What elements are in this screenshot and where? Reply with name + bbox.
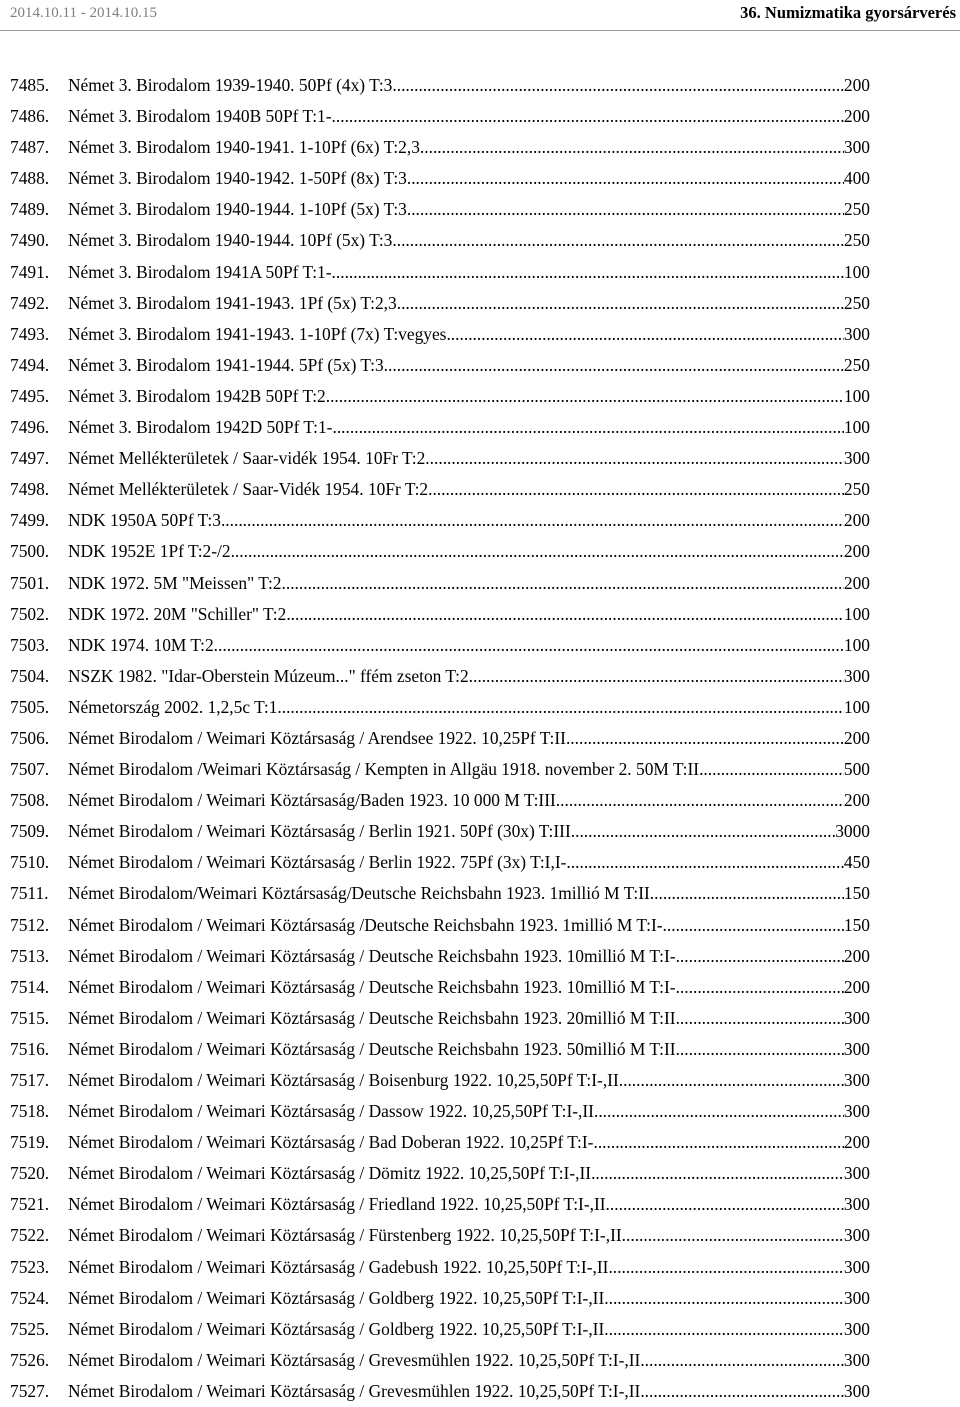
lot-row	[0, 599, 960, 630]
lot-description: Németország 2002. 1,2,5c T:1	[68, 696, 278, 717]
lot-row	[0, 101, 960, 132]
lot-row	[0, 847, 960, 878]
lot-description: Német Birodalom / Weimari Köztársaság / Grevesmühlen 1922. 10,25,50Pf T:I-,II	[68, 1380, 641, 1401]
lot-starting-price: 200	[843, 572, 870, 593]
lot-starting-price: 300	[843, 1380, 870, 1401]
lot-description: Német Birodalom / Weimari Köztársaság / Goldberg 1922. 10,25,50Pf T:I-,II	[68, 1287, 605, 1308]
dot-leader	[384, 350, 844, 381]
lot-number: 7514.	[10, 976, 50, 997]
lot-description: Német Birodalom / Weimari Köztársaság / Goldberg 1922. 10,25,50Pf T:I-,II	[68, 1318, 605, 1339]
dot-leader	[332, 412, 843, 443]
lot-number: 7508.	[10, 790, 50, 811]
lot-number: 7523.	[10, 1256, 50, 1277]
dot-leader	[282, 568, 844, 599]
lot-number: 7526.	[10, 1349, 50, 1370]
dot-leader	[392, 225, 844, 256]
lot-number: 7488.	[10, 168, 50, 189]
dot-leader	[332, 101, 844, 132]
dot-leader	[676, 1003, 844, 1034]
lot-number: 7513.	[10, 945, 50, 966]
lot-starting-price: 300	[843, 1256, 870, 1277]
lot-starting-price: 300	[843, 1287, 870, 1308]
lot-description: Német 3. Birodalom 1940-1944. 1-10Pf (5x) T:3	[68, 199, 407, 220]
lot-description: Német Birodalom / Weimari Köztársaság/Baden 1923. 10 000 M T:III	[68, 790, 556, 811]
lot-starting-price: 300	[843, 323, 870, 344]
lot-starting-price: 300	[843, 1318, 870, 1339]
lot-row	[0, 723, 960, 754]
lot-row	[0, 630, 960, 661]
lot-starting-price: 200	[843, 75, 870, 95]
lot-row	[0, 661, 960, 692]
lot-starting-price: 200	[843, 727, 870, 748]
lot-description: Német Birodalom / Weimari Köztársaság / Berlin 1922. 75Pf (3x) T:I,I-	[68, 852, 567, 873]
lot-number: 7524.	[10, 1287, 50, 1308]
lot-starting-price: 300	[843, 665, 870, 686]
dot-leader	[566, 723, 844, 754]
lot-description: Német Birodalom / Weimari Köztársaság /Deutsche Reichsbahn 1923. 1millió M T:I-	[68, 914, 663, 935]
lot-description: Német Birodalom / Weimari Köztársaság / Friedland 1922. 10,25,50Pf T:I-,II	[68, 1194, 606, 1215]
lot-description: Német Birodalom / Weimari Köztársaság / Deutsche Reichsbahn 1923. 10millió M T:I-	[68, 945, 676, 966]
lot-number: 7502.	[10, 603, 50, 624]
lot-description: NDK 1974. 10M T:2	[68, 634, 214, 655]
lot-starting-price: 400	[843, 168, 870, 189]
lot-row	[0, 1345, 960, 1376]
lot-number: 7527.	[10, 1380, 50, 1401]
lot-description: NDK 1972. 5M "Meissen" T:2	[68, 572, 282, 593]
lot-starting-price: 150	[843, 883, 870, 904]
lot-starting-price: 200	[843, 1132, 870, 1153]
lot-row	[0, 1158, 960, 1189]
lot-number: 7510.	[10, 852, 50, 873]
lot-number: 7485.	[10, 75, 50, 95]
lot-description: NDK 1972. 20M "Schiller" T:2	[68, 603, 287, 624]
lot-number: 7489.	[10, 199, 50, 220]
dot-leader	[663, 910, 844, 941]
dot-leader	[593, 1127, 843, 1158]
lot-description: Német 3. Birodalom 1942B 50Pf T:2	[68, 385, 326, 406]
lot-description: Német Birodalom / Weimari Köztársaság / Dassow 1922. 10,25,50Pf T:I-,II	[68, 1101, 594, 1122]
lot-number: 7516.	[10, 1038, 50, 1059]
lot-row	[0, 288, 960, 319]
lot-row	[0, 692, 960, 723]
lot-description: Német 3. Birodalom 1940-1941. 1-10Pf (6x) T:2,3	[68, 137, 420, 158]
lot-row	[0, 941, 960, 972]
lot-starting-price: 200	[843, 106, 870, 127]
lot-number: 7494.	[10, 354, 50, 375]
lot-description: Német 3. Birodalom 1940B 50Pf T:1-	[68, 106, 332, 127]
dot-leader	[604, 1283, 844, 1314]
lot-row	[0, 1127, 960, 1158]
lot-row	[0, 878, 960, 909]
lot-row	[0, 132, 960, 163]
header-divider	[0, 30, 960, 31]
dot-leader	[425, 443, 844, 474]
lot-row	[0, 225, 960, 256]
dot-leader	[221, 505, 844, 536]
lot-row	[0, 1096, 960, 1127]
lot-row	[0, 163, 960, 194]
lot-description: Német 3. Birodalom 1941A 50Pf T:1-	[68, 261, 332, 282]
dot-leader	[604, 1314, 844, 1345]
lot-number: 7497.	[10, 448, 50, 469]
lot-starting-price: 300	[843, 1007, 870, 1028]
lot-starting-price: 250	[843, 479, 870, 500]
lot-number: 7496.	[10, 417, 50, 438]
lot-number: 7518.	[10, 1101, 50, 1122]
lot-starting-price: 250	[843, 354, 870, 375]
lot-description: Német Birodalom / Weimari Köztársaság / Bad Doberan 1922. 10,25Pf T:I-	[68, 1132, 594, 1153]
lot-number: 7490.	[10, 230, 50, 251]
lot-number: 7492.	[10, 292, 50, 313]
lot-row	[0, 910, 960, 941]
lot-row	[0, 257, 960, 288]
dot-leader	[286, 599, 844, 630]
lot-starting-price: 250	[843, 292, 870, 313]
lot-starting-price: 250	[843, 199, 870, 220]
lot-starting-price: 100	[843, 634, 870, 655]
lot-description: Német 3. Birodalom 1941-1943. 1Pf (5x) T:2,3	[68, 292, 397, 313]
dot-leader	[571, 816, 835, 847]
lot-starting-price: 300	[843, 1349, 870, 1370]
lot-row	[0, 505, 960, 536]
lot-description: Német Birodalom / Weimari Köztársaság / Arendsee 1922. 10,25Pf T:II	[68, 727, 566, 748]
dot-leader	[676, 1034, 844, 1065]
lot-row	[0, 1314, 960, 1345]
lot-number: 7515.	[10, 1007, 50, 1028]
lot-starting-price: 100	[843, 417, 870, 438]
dot-leader	[407, 163, 844, 194]
dot-leader	[397, 288, 844, 319]
lot-description: Német Birodalom / Weimari Köztársaság / Grevesmühlen 1922. 10,25,50Pf T:I-,II	[68, 1349, 641, 1370]
lot-row	[0, 443, 960, 474]
lot-description: Német 3. Birodalom 1939-1940. 50Pf (4x) T:3	[68, 75, 393, 95]
lot-number: 7522.	[10, 1225, 50, 1246]
lot-description: Német Birodalom / Weimari Köztársaság / Deutsche Reichsbahn 1923. 10millió M T:I-	[68, 976, 676, 997]
lot-row	[0, 1220, 960, 1251]
lot-starting-price: 200	[843, 790, 870, 811]
lot-description: Német Birodalom / Weimari Köztársaság / Gadebush 1922. 10,25,50Pf T:I-,II	[68, 1256, 609, 1277]
lot-starting-price: 300	[843, 1194, 870, 1215]
lot-description: Német Birodalom / Weimari Köztársaság / Berlin 1921. 50Pf (30x) T:III	[68, 821, 571, 842]
lot-row	[0, 1003, 960, 1034]
lot-row	[0, 816, 960, 847]
lot-number: 7500.	[10, 541, 50, 562]
lot-number: 7509.	[10, 821, 50, 842]
dot-leader	[622, 1220, 844, 1251]
lot-row	[0, 785, 960, 816]
dot-leader	[699, 754, 844, 785]
lot-starting-price: 3000	[835, 821, 870, 842]
dot-leader	[606, 1189, 844, 1220]
lot-row	[0, 412, 960, 443]
dot-leader	[640, 1376, 844, 1407]
dot-leader	[566, 847, 843, 878]
dot-leader	[591, 1158, 844, 1189]
lot-number: 7499.	[10, 510, 50, 531]
lot-description: Német Birodalom / Weimari Köztársaság / Boisenburg 1922. 10,25,50Pf T:I-,II	[68, 1070, 619, 1090]
dot-leader	[676, 941, 844, 972]
lot-description: Német 3. Birodalom 1941-1943. 1-10Pf (7x) T:vegyes	[68, 323, 447, 344]
lot-number: 7507.	[10, 759, 50, 780]
lot-starting-price: 100	[843, 385, 870, 406]
lot-description: NDK 1950A 50Pf T:3	[68, 510, 221, 531]
lot-row	[0, 1065, 960, 1096]
lot-starting-price: 150	[843, 914, 870, 935]
lot-number: 7519.	[10, 1132, 50, 1153]
lot-starting-price: 300	[843, 1163, 870, 1184]
lot-number: 7486.	[10, 106, 50, 127]
lot-starting-price: 300	[843, 448, 870, 469]
dot-leader	[446, 319, 843, 350]
dot-leader	[420, 132, 844, 163]
dot-leader	[619, 1065, 844, 1096]
lot-number: 7487.	[10, 137, 50, 158]
lot-row	[0, 754, 960, 785]
lot-starting-price: 200	[843, 510, 870, 531]
dot-leader	[608, 1252, 843, 1283]
header-title: 36. Numizmatika gyorsárverés	[740, 3, 956, 22]
lot-number: 7504.	[10, 665, 50, 686]
lot-description: NDK 1952E 1Pf T:2-/2	[68, 541, 231, 562]
lot-description: Német Birodalom / Weimari Köztársaság / Fürstenberg 1922. 10,25,50Pf T:I-,II	[68, 1225, 622, 1246]
lot-description: Német Birodalom / Weimari Köztársaság / Deutsche Reichsbahn 1923. 20millió M T:II	[68, 1007, 676, 1028]
dot-leader	[231, 536, 844, 567]
lot-starting-price: 300	[843, 1038, 870, 1059]
lot-starting-price: 500	[843, 759, 870, 780]
lot-starting-price: 100	[843, 696, 870, 717]
dot-leader	[640, 1345, 844, 1376]
lot-starting-price: 300	[843, 1225, 870, 1246]
lot-description: Német Birodalom / Weimari Köztársaság / Deutsche Reichsbahn 1923. 50millió M T:II	[68, 1038, 676, 1059]
lot-number: 7512.	[10, 914, 50, 935]
lot-row	[0, 1034, 960, 1065]
dot-leader	[277, 692, 844, 723]
lot-row	[0, 350, 960, 381]
dot-leader	[332, 257, 844, 288]
lot-row	[0, 319, 960, 350]
lot-row	[0, 972, 960, 1003]
dot-leader	[650, 878, 844, 909]
lot-starting-price: 250	[843, 230, 870, 251]
lot-number: 7521.	[10, 1194, 50, 1215]
lot-description: Német 3. Birodalom 1941-1944. 5Pf (5x) T:3	[68, 354, 384, 375]
lot-number: 7498.	[10, 479, 50, 500]
lot-description: Német 3. Birodalom 1942D 50Pf T:1-	[68, 417, 333, 438]
lot-row	[0, 536, 960, 567]
dot-leader	[676, 972, 844, 1003]
dot-leader	[469, 661, 844, 692]
lot-row	[0, 1252, 960, 1283]
lot-description: NSZK 1982. "Idar-Oberstein Múzeum..." ffém zseton T:2	[68, 665, 469, 686]
lot-starting-price: 200	[843, 541, 870, 562]
dot-leader	[594, 1096, 844, 1127]
lot-number: 7511.	[10, 883, 49, 904]
dot-leader	[428, 474, 844, 505]
lot-row	[0, 568, 960, 599]
dot-leader	[214, 630, 844, 661]
lot-starting-price: 100	[843, 603, 870, 624]
lot-starting-price: 100	[843, 261, 870, 282]
lot-number: 7506.	[10, 727, 50, 748]
lot-row	[0, 70, 960, 101]
dot-leader	[392, 70, 844, 101]
dot-leader	[326, 381, 844, 412]
lot-starting-price: 300	[843, 137, 870, 158]
lot-description: Német Birodalom / Weimari Köztársaság / Dömitz 1922. 10,25,50Pf T:I-,II	[68, 1163, 592, 1184]
lot-starting-price: 200	[843, 945, 870, 966]
lot-number: 7505.	[10, 696, 50, 717]
header-date-range: 2014.10.11 - 2014.10.15	[10, 5, 157, 21]
lot-description: Német Birodalom/Weimari Köztársaság/Deutsche Reichsbahn 1923. 1millió M T:II	[68, 883, 650, 904]
lot-number: 7501.	[10, 572, 50, 593]
lot-starting-price: 450	[843, 852, 870, 873]
lot-list	[0, 70, 960, 1407]
lot-starting-price: 200	[843, 976, 870, 997]
lot-starting-price: 300	[843, 1070, 870, 1090]
lot-row	[0, 1376, 960, 1407]
lot-row	[0, 474, 960, 505]
lot-number: 7495.	[10, 385, 50, 406]
dot-leader	[556, 785, 844, 816]
lot-number: 7503.	[10, 634, 50, 655]
lot-description: Német 3. Birodalom 1940-1942. 1-50Pf (8x) T:3	[68, 168, 407, 189]
lot-starting-price: 300	[843, 1101, 870, 1122]
lot-row	[0, 1283, 960, 1314]
page-header	[0, 0, 960, 30]
lot-row	[0, 194, 960, 225]
lot-description: Német Birodalom /Weimari Köztársaság / Kempten in Allgäu 1918. november 2. 50M T:II	[68, 759, 700, 780]
lot-number: 7493.	[10, 323, 50, 344]
lot-row	[0, 381, 960, 412]
lot-description: Német 3. Birodalom 1940-1944. 10Pf (5x) T:3	[68, 230, 393, 251]
lot-number: 7520.	[10, 1163, 50, 1184]
lot-row	[0, 1189, 960, 1220]
lot-number: 7525.	[10, 1318, 50, 1339]
lot-number: 7517.	[10, 1070, 50, 1090]
dot-leader	[407, 194, 844, 225]
lot-description: Német Mellékterületek / Saar-Vidék 1954. 10Fr T:2	[68, 479, 429, 500]
lot-number: 7491.	[10, 261, 50, 282]
lot-description: Német Mellékterületek / Saar-vidék 1954. 10Fr T:2	[68, 448, 426, 469]
